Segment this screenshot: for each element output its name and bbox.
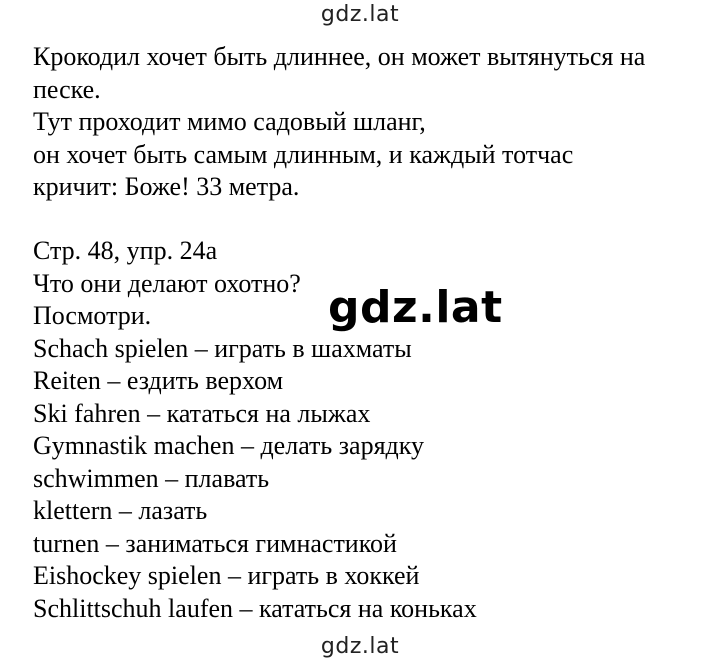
story-line: Крокодил хочет быть длиннее, он может вытянуться на [33,42,646,71]
exercise-reference: Стр. 48, упр. 24а [33,236,218,265]
story-line: кричит: Боже! 33 метра. [33,172,300,201]
story-line: песке. [33,74,101,104]
vocab-item: turnen – заниматься гимнастикой [33,528,397,558]
vocab-item: Schlittschuh laufen – кататься на коньках [33,593,477,623]
vocab-item: Gymnastik machen – делать зарядку [33,431,425,460]
exercise-question: Что они делают охотно? [33,268,301,298]
vocab-item: Reiten – ездить верхом [33,366,284,395]
vocab-item: Schach spielen – играть в шахматы [33,333,412,363]
vocab-item: Ski fahren – кататься на лыжах [33,398,371,428]
vocab-item: Eishockey spielen – играть в хоккей [33,561,420,590]
story-line: Тут проходит мимо садовый шланг, [33,107,426,136]
vocab-item: schwimmen – плавать [33,463,270,493]
watermark-center: gdz.lat [328,282,503,333]
watermark-bottom: gdz.lat [320,634,400,659]
story-line: он хочет быть самым длинным, и каждый тотчас [33,139,574,169]
watermark-top: gdz.lat [320,2,400,27]
vocab-item: klettern – лазать [33,496,208,525]
exercise-instruction: Посмотри. [33,301,152,330]
story-paragraph [33,41,713,204]
